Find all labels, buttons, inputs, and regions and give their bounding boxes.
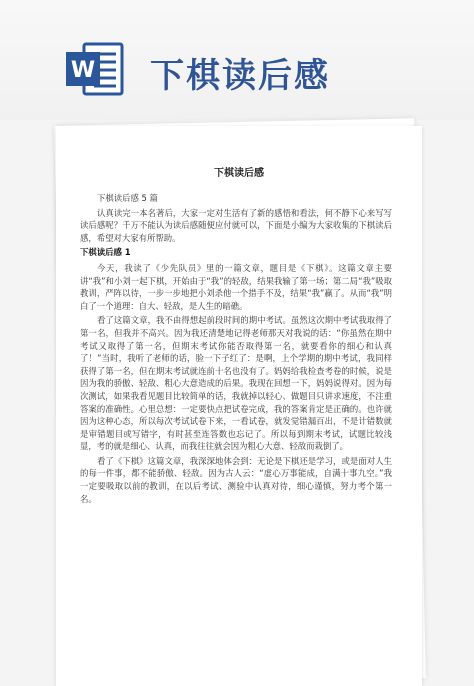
logo-letter: W <box>70 58 96 83</box>
word-document-icon <box>64 38 126 100</box>
document-subtitle: 下棋读后感 5 篇 <box>97 193 158 203</box>
body-paragraph: 看了《下棋》这篇文章，我深深地体会到：无论是下棋还是学习，或是面对人生的每一件事，都不能骄傲、轻敌。因为古人云：“虚心万事能成，自满十事九空。”我一定要吸取以前的教训，在以后考试、测验中认真对待，细心谨慎，努力考个第一名。 <box>80 455 392 504</box>
body-paragraph: 看了这篇文章，我不由得想起前段时间的期中考试。虽然这次期中考试我取得了第一名，但我并不高兴。因为我还清楚地记得老师那天对我说的话：“你虽然在期中考试又取得了第一名，但期末考试你能否取得第一名，就要看你的细心和认真了！”当时，我听了老师的话，脸一下子红了：是啊，上个学期的期中考试，我同样获得了第一名，但在期末考试就连前十名也没有了。妈妈给我检查考卷的时候，说是因为我的骄傲、轻敌、粗心大意造成的后果。我现在回想一下，妈妈说得对。因为每次测试，如果我看见题目比较简单的话，我就掉以轻心、做题目只讲求速度，不注重答案的准确性。心里总想：一定要快点把试卷完成，我的答案肯定是正确的。也许就因为这种心态，所以每次考试试卷下来，一看试卷，就发觉错漏百出，不是计错数就是审错题目或写错字，有时甚至连答数也忘记了。所以每到期末考试，试题比较浅显，考的就是细心、认真，而我往往就会因为粗心大意、轻敌而栽倒了。 <box>80 315 392 452</box>
banner-title: 下棋读后感 <box>150 56 330 96</box>
document-body <box>80 192 392 507</box>
banner <box>0 0 474 120</box>
document-title: 下棋读后感 <box>214 168 264 179</box>
section-heading: 下棋读后感 1 <box>80 247 131 258</box>
intro-paragraph: 认真读完一本名著后，大家一定对生活有了新的感悟和看法，何不静下心来写写读后感呢？千万不能认为读后感随便应付就可以，下面是小编为大家收集的下棋读后感，希望对大家有所帮助。 <box>80 207 392 243</box>
document-page <box>56 126 422 686</box>
body-paragraph: 今天，我读了《少先队员》里的一篇文章，题目是《下棋》。这篇文章主要讲“我”和小刘一起下棋，开始由于“我”的轻敌，结果我输了第一场；第二局“我”吸取教训，严阵以待，一步一步地把小刘杀他一个措手不及，结果“我”赢了。从而“我”明白了一个道理：自大、轻敌，是人生的暗礁。 <box>80 262 392 311</box>
